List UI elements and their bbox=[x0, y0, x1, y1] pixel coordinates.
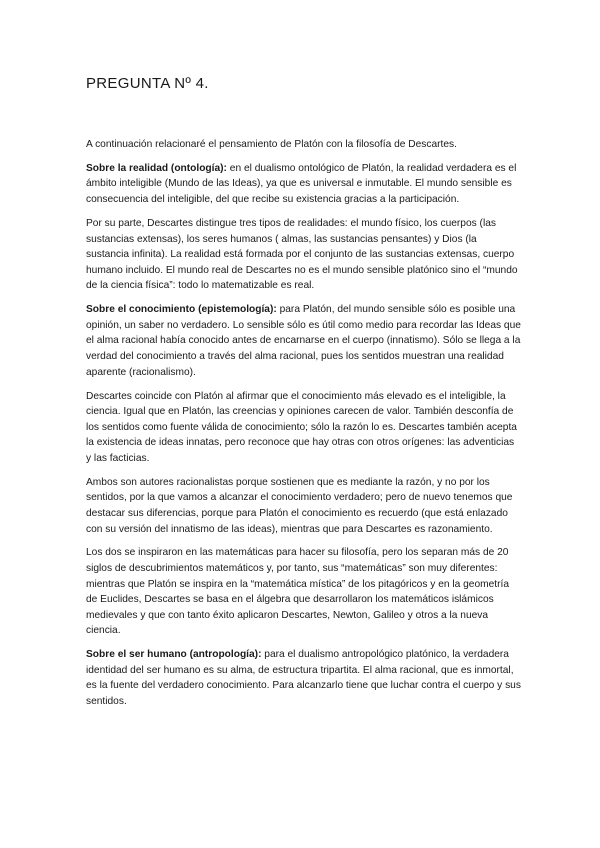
paragraph bbox=[86, 389, 521, 467]
document-body bbox=[86, 137, 521, 718]
paragraph bbox=[86, 545, 521, 639]
section-heading-ontologia: Sobre la realidad (ontología): bbox=[86, 162, 227, 174]
paragraph-text: A continuación relacionaré el pensamiento de Platón con la filosofía de Descartes. bbox=[86, 139, 457, 150]
paragraph bbox=[86, 161, 521, 208]
page-title: PREGUNTA Nº 4. bbox=[86, 75, 209, 92]
paragraph bbox=[86, 137, 521, 153]
paragraph-text: en el dualismo ontológico de Platón, la realidad verdadera es el ámbito inteligible (Mundo de las Ideas), ya que es universal e inmutable. El mundo sensible es consecuencia del inteligible, del que recibe su existencia gracias a la participación. bbox=[86, 162, 517, 206]
paragraph-text: Descartes coincide con Platón al afirmar que el conocimiento más elevado es el inteligible, la ciencia. Igual que en Platón, las creencias y opiniones carecen de valor. También desconfía de los sentidos como fuente válida de conocimiento; sólo la razón lo es. Descartes también acepta la existencia de ideas innatas, pero reconoce que hay otras con otros orígenes: las adventicias y las facticias. bbox=[86, 390, 517, 464]
paragraph bbox=[86, 475, 521, 537]
paragraph bbox=[86, 302, 521, 380]
paragraph-text: para Platón, del mundo sensible sólo es posible una opinión, un saber no verdadero. Lo sensible sólo es útil como medio para recordar las Ideas que el alma racional había conocido antes de encarnarse en el cuerpo (innatismo). Sólo se llega a la verdad del conocimiento a través del alma racional, pues los sentidos muestran una realidad aparente (racionalismo). bbox=[86, 304, 521, 378]
paragraph-text: Por su parte, Descartes distingue tres tipos de realidades: el mundo físico, los cuerpos (las sustancias extensas), los seres humanos ( almas, las sustancias pensantes) y Dios (la sustancia infinita). La realidad está formada por el conjunto de las sustancias extensas, cuerpo humano incluido. El mundo real de Descartes no es el mundo sensible platónico sino el “mundo de la ciencia física”: todo lo matematizable es real. bbox=[86, 217, 518, 292]
paragraph bbox=[86, 647, 521, 709]
paragraph-text: Los dos se inspiraron en las matemáticas para hacer su filosofía, pero los separan más de 20 siglos de descubrimientos matemáticos y, por tanto, sus “matemáticas” son muy diferentes: mientras que Platón se inspira en la “matemática mística” de los pitagóricos y en la geometría de Euclides, Descartes se basa en el álgebra que desarrollaron los matemáticos islámicos medievales y que con tanto éxito aplicaron Descartes, Newton, Galileo y otros a la nueva ciencia. bbox=[86, 547, 509, 637]
paragraph bbox=[86, 216, 521, 294]
paragraph-text: Ambos son autores racionalistas porque sostienen que es mediante la razón, y no por los sentidos, por la que vamos a alcanzar el conocimiento verdadero; pero de nuevo tenemos que destacar sus diferencias, porque para Platón el conocimiento es recuerdo (que está enlazado con su versión del innatismo de las ideas), mientras que para Descartes es razonamiento. bbox=[86, 476, 513, 535]
paragraph-text: para el dualismo antropológico platónico, la verdadera identidad del ser humano es su alma, de estructura tripartita. El alma racional, que es inmortal, es la fuente del verdadero conocimiento. Para alcanzarlo tiene que luchar contra el cuerpo y sus sentidos. bbox=[86, 649, 521, 708]
section-heading-antropologia: Sobre el ser humano (antropología): bbox=[86, 649, 262, 661]
section-heading-epistemologia: Sobre el conocimiento (epistemología): bbox=[86, 304, 277, 316]
